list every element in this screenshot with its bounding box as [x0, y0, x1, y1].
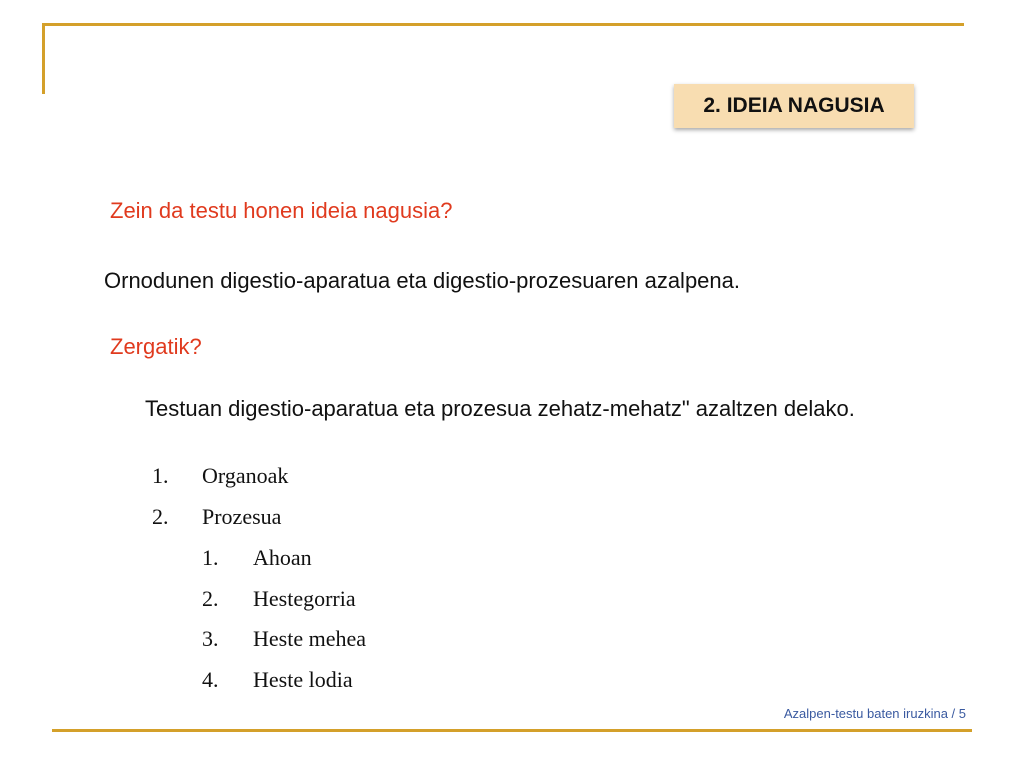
top-border-line: [42, 23, 964, 26]
list-item-number: 2.: [152, 504, 169, 529]
why-answer: Testuan digestio-aparatua eta prozesua zehatz-mehatz" azaltzen delako.: [145, 396, 855, 421]
list-item-text: Prozesua: [202, 504, 282, 529]
sublist-item-number: 4.: [202, 667, 219, 692]
sublist-item-number: 1.: [202, 545, 219, 570]
sublist-item-text: Heste lodia: [253, 667, 353, 692]
left-border-line: [42, 23, 45, 94]
section-title: 2. IDEIA NAGUSIA: [703, 94, 885, 117]
sublist-item-number: 2.: [202, 586, 219, 611]
main-idea-answer: Ornodunen digestio-aparatua eta digestio-prozesuaren azalpena.: [104, 268, 740, 293]
sublist-item-text: Heste mehea: [253, 626, 366, 651]
slide-footer: Azalpen-testu baten iruzkina / 5: [783, 706, 966, 721]
main-idea-question: Zein da testu honen ideia nagusia?: [110, 198, 453, 223]
why-question: Zergatik?: [110, 334, 202, 359]
sublist-item-number: 3.: [202, 626, 219, 651]
sublist-item-text: Ahoan: [253, 545, 312, 570]
sublist-item-text: Hestegorria: [253, 586, 356, 611]
list-item-text: Organoak: [202, 463, 289, 488]
section-title-badge: [674, 84, 914, 128]
list-item-number: 1.: [152, 463, 169, 488]
bottom-border-line: [52, 729, 972, 732]
